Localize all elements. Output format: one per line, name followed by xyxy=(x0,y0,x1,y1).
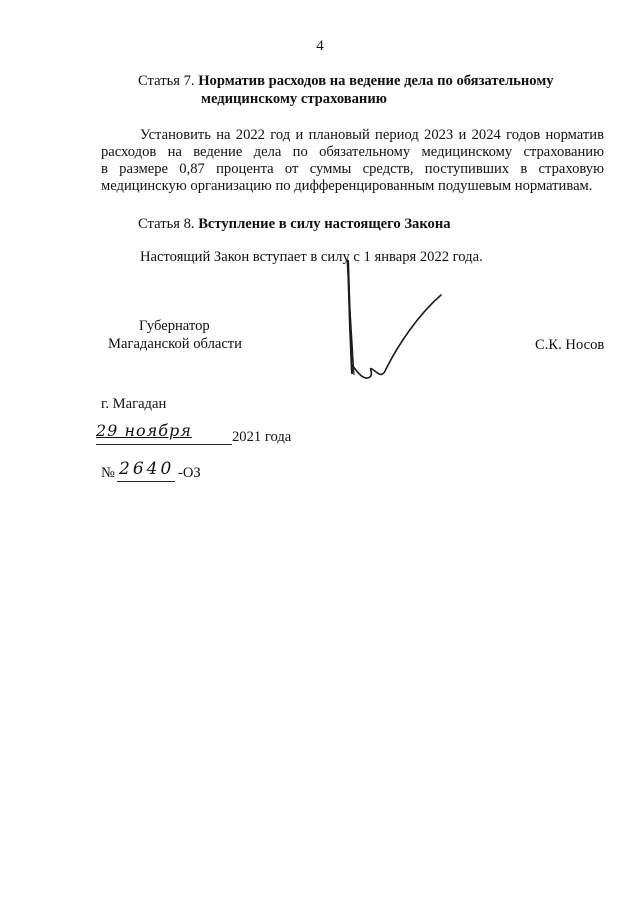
handwritten-date: 29 ноября xyxy=(96,421,192,440)
place-of-signing: г. Магадан xyxy=(101,396,167,412)
law-number-suffix: -ОЗ xyxy=(178,465,201,481)
governor-title: Губернатор xyxy=(139,318,210,334)
article7-body-line2: расходов на ведение дела по обязательному медицинскому страхованию xyxy=(101,144,604,160)
article8-heading xyxy=(138,215,451,233)
article8-title: Вступление в силу настоящего Закона xyxy=(198,216,451,232)
article7-title-line1: Норматив расходов на ведение дела по обязательному xyxy=(198,73,554,89)
article7-prefix: Статья 7. xyxy=(138,73,195,89)
article7-title-line2: медицинскому страхованию xyxy=(201,91,387,107)
date-year: 2021 года xyxy=(232,429,292,445)
handwritten-signature xyxy=(338,255,458,395)
article7-heading xyxy=(138,72,554,90)
number-sign: № xyxy=(101,465,115,481)
article7-body-line3: в размере 0,87 процента от суммы средств, поступивших в страховую xyxy=(101,161,604,177)
article7-body-line1: Установить на 2022 год и плановый период 2023 и 2024 годов норматив xyxy=(140,127,604,143)
article8-body: Настоящий Закон вступает в силу с 1 января 2022 года. xyxy=(140,249,483,265)
article7-body-line4: медицинскую организацию по дифференцированным подушевым нормативам. xyxy=(101,178,593,194)
article7-heading-cont xyxy=(201,90,387,108)
article8-prefix: Статья 8. xyxy=(138,216,195,232)
signer-name: С.К. Носов xyxy=(535,337,605,353)
region-name: Магаданской области xyxy=(108,336,242,352)
page-number: 4 xyxy=(316,38,324,54)
handwritten-law-number: 2640 xyxy=(119,459,175,479)
